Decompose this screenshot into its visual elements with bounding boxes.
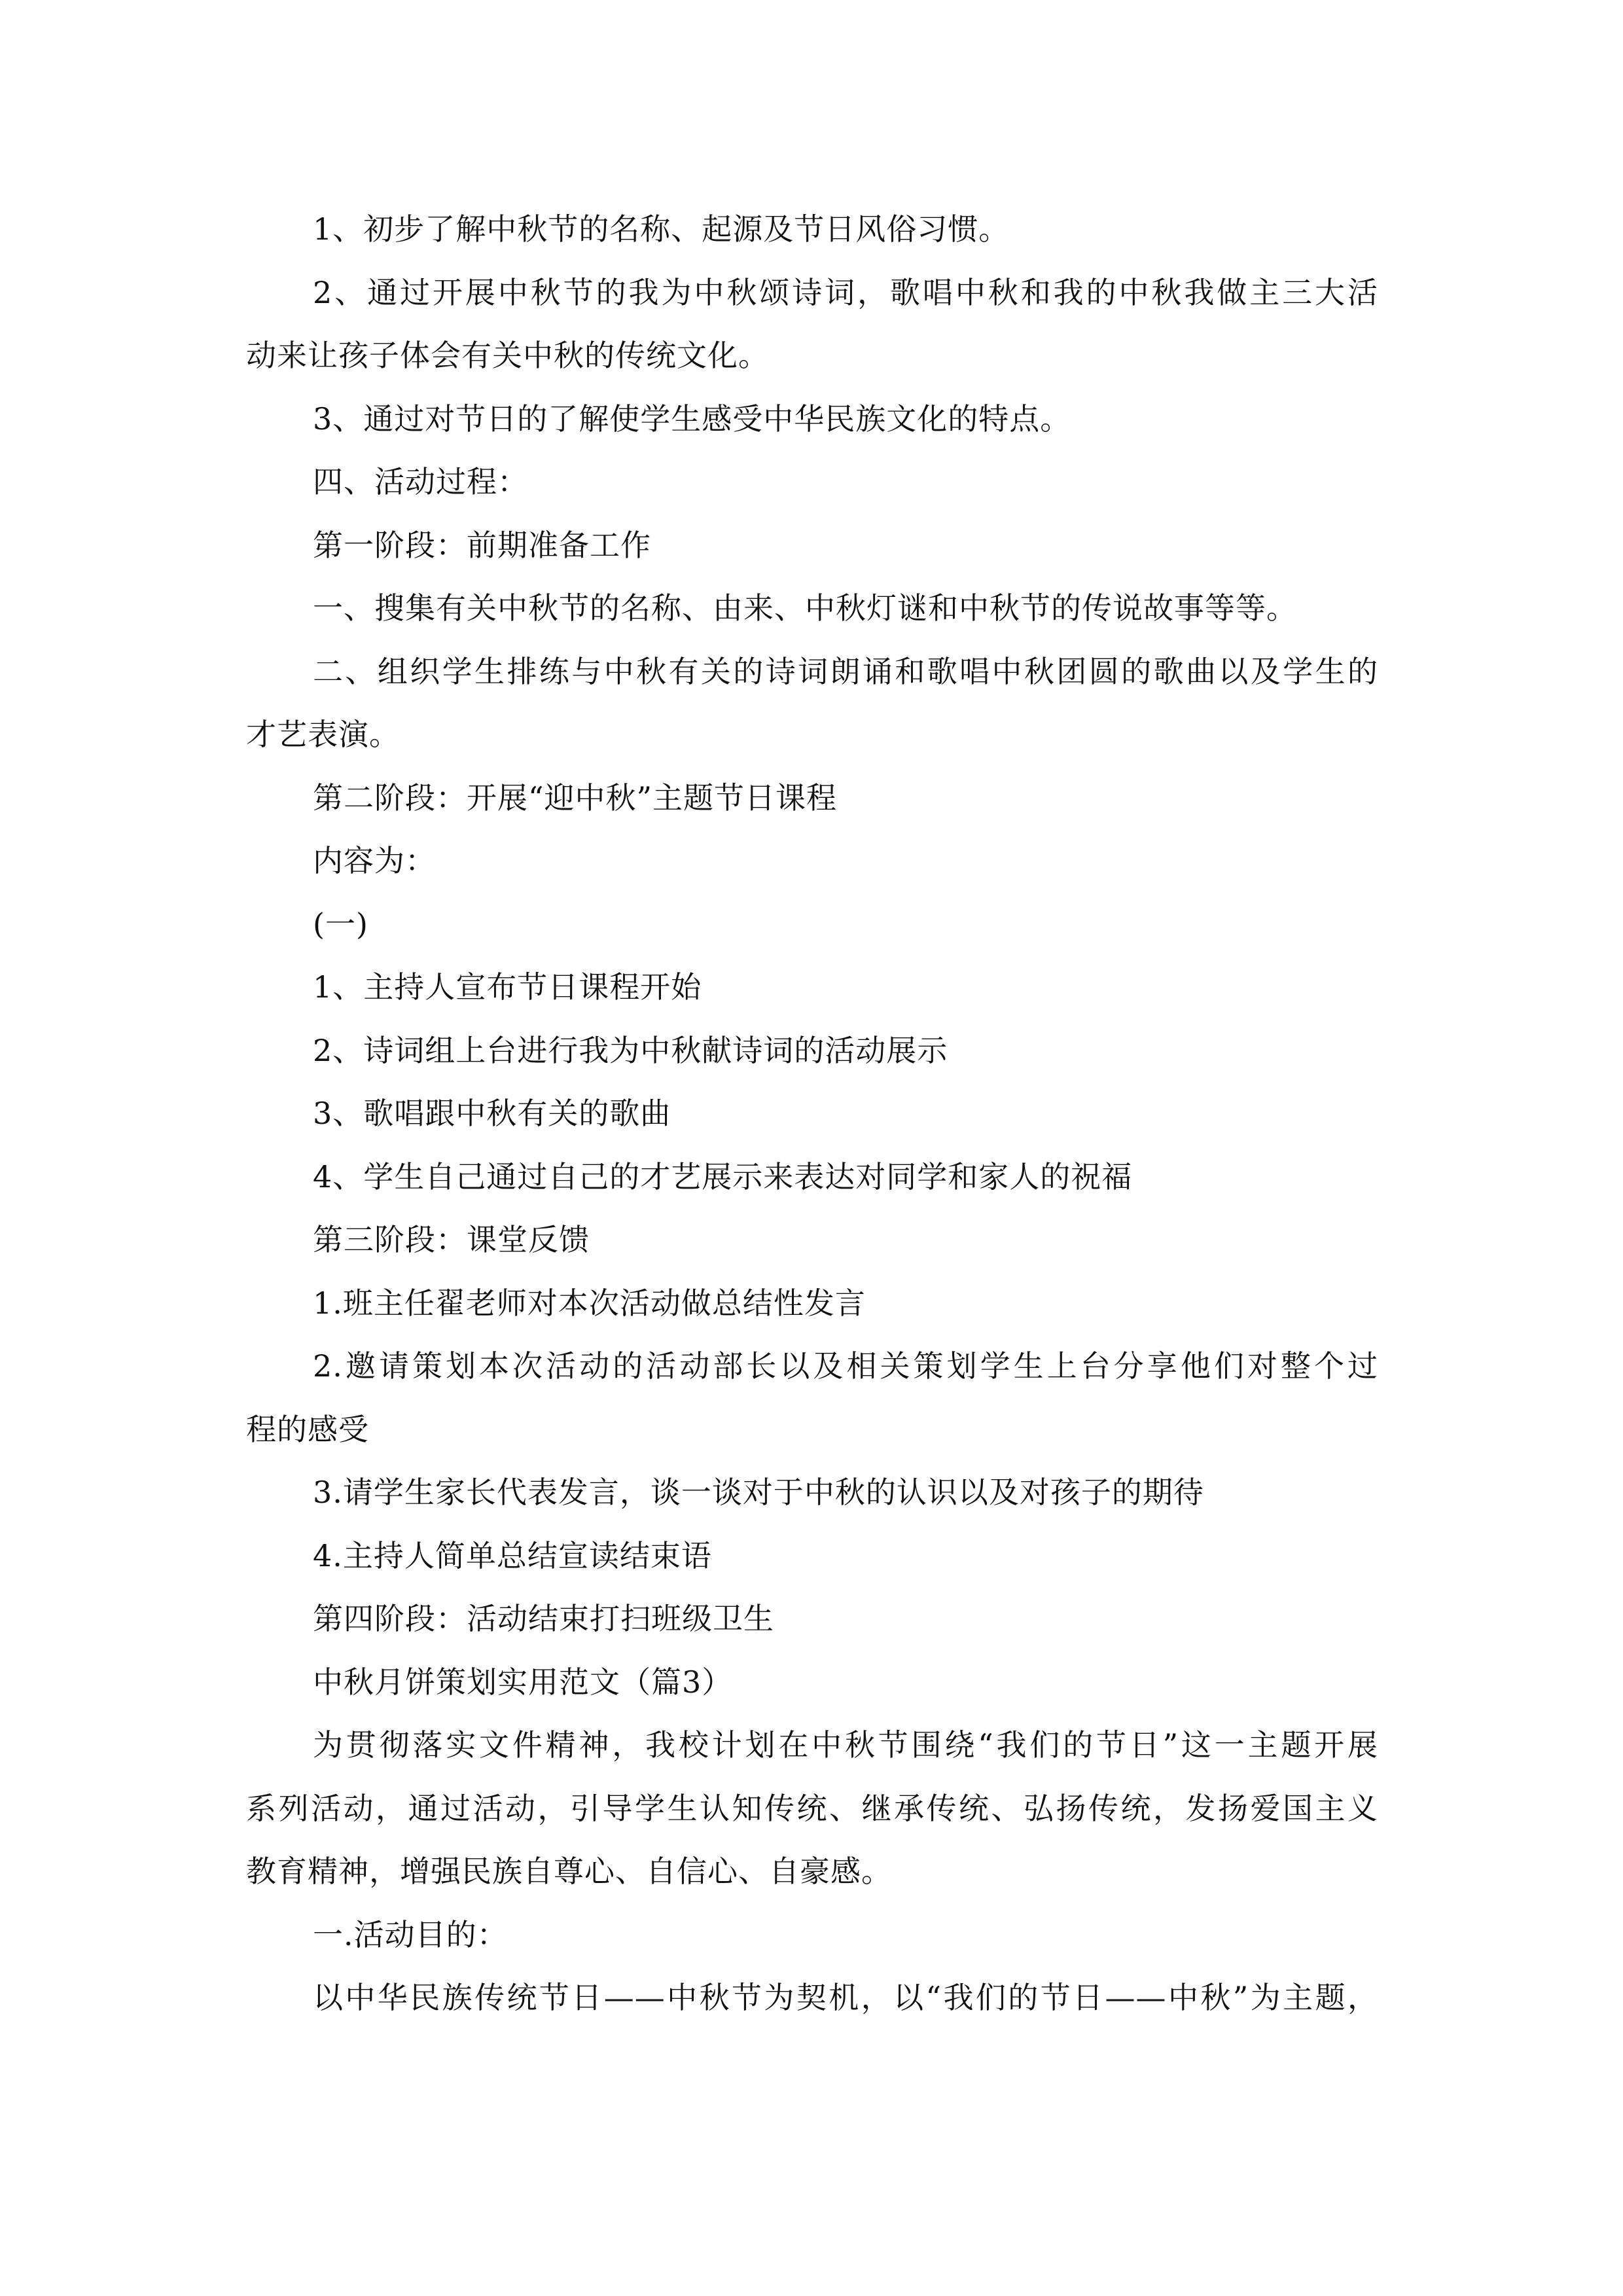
text-line-23: 第四阶段：活动结束打扫班级卫生 (313, 1601, 774, 1636)
text-line-13: 1、主持人宣布节日课程开始 (313, 969, 702, 1005)
text-line-6: 第一阶段：前期准备工作 (313, 528, 651, 563)
text-line-14: 2、诗词组上台进行我为中秋献诗词的活动展示 (313, 1033, 948, 1068)
text-line-4: 3、通过对节日的了解使学生感受中华民族文化的特点。 (313, 401, 1071, 437)
text-line-29: 以中华民族传统节日——中秋节为契机，以“我们的节日——中秋”为主题， (313, 1980, 1378, 2015)
text-line-7: 一、搜集有关中秋节的名称、由来、中秋灯谜和中秋节的传说故事等等。 (313, 590, 1297, 626)
text-line-18: 1.班主任翟老师对本次活动做总结性发言 (313, 1285, 866, 1321)
text-line-16: 4、学生自己通过自己的才艺展示来表达对同学和家人的祝福 (313, 1159, 1133, 1194)
text-line-17: 第三阶段：课堂反馈 (313, 1222, 590, 1257)
text-line-2: 2、通过开展中秋节的我为中秋颂诗词，歌唱中秋和我的中秋我做主三大活 (313, 275, 1378, 310)
text-line-15: 3、歌唱跟中秋有关的歌曲 (313, 1096, 671, 1131)
text-line-11: 内容为： (313, 843, 436, 878)
text-line-8: 二、组织学生排练与中秋有关的诗词朗诵和歌唱中秋团圆的歌曲以及学生的 (313, 654, 1378, 689)
text-line-19: 2.邀请策划本次活动的活动部长以及相关策划学生上台分享他们对整个过 (313, 1348, 1378, 1384)
text-line-27: 教育精神，增强民族自尊心、自信心、自豪感。 (246, 1854, 892, 1889)
text-line-9: 才艺表演。 (246, 717, 400, 752)
text-line-21: 3.请学生家长代表发言，谈一谈对于中秋的认识以及对孩子的期待 (313, 1475, 1204, 1510)
text-line-5: 四、活动过程： (313, 464, 528, 499)
text-line-20: 程的感受 (246, 1412, 369, 1447)
text-line-26: 系列活动，通过活动，引导学生认知传统、继承传统、弘扬传统，发扬爱国主义 (246, 1791, 1378, 1826)
text-line-24: 中秋月饼策划实用范文（篇3） (313, 1664, 733, 1700)
text-line-22: 4.主持人简单总结宣读结束语 (313, 1538, 712, 1573)
text-line-12: (一) (313, 906, 368, 942)
text-line-25: 为贯彻落实文件精神，我校计划在中秋节围绕“我们的节日”这一主题开展 (313, 1727, 1378, 1763)
text-line-10: 第二阶段：开展“迎中秋”主题节日课程 (313, 780, 838, 816)
text-line-1: 1、初步了解中秋节的名称、起源及节日风俗习惯。 (313, 211, 1010, 247)
text-line-28: 一.活动目的： (313, 1917, 508, 1952)
text-line-3: 动来让孩子体会有关中秋的传统文化。 (246, 338, 769, 373)
